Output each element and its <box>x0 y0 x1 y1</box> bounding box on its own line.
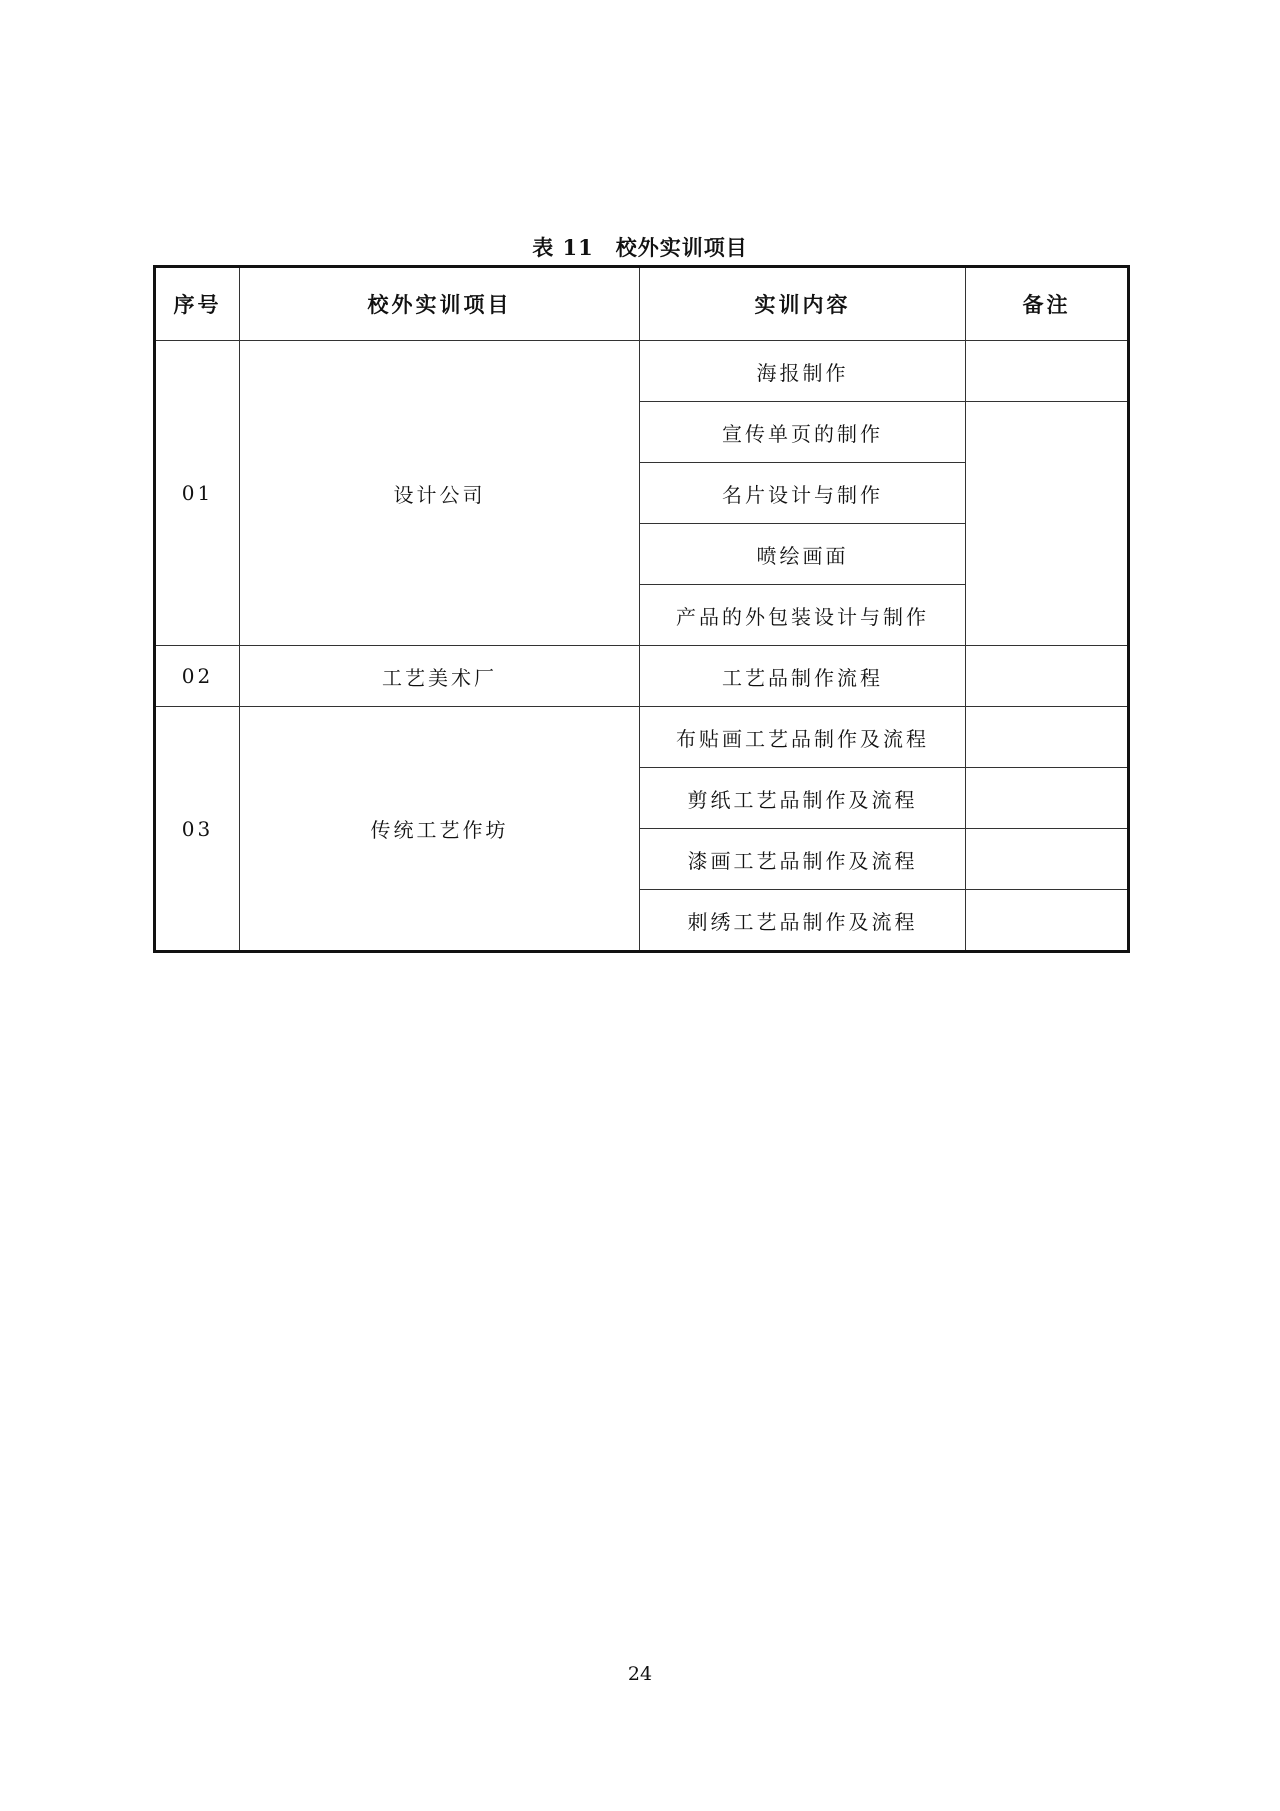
project-cell: 设计公司 <box>240 341 640 646</box>
content-cell: 工艺品制作流程 <box>640 646 966 707</box>
table-caption <box>0 232 1280 262</box>
note-cell <box>966 829 1129 890</box>
seq-cell: 03 <box>155 707 240 952</box>
page-number: 24 <box>627 1663 653 1685</box>
project-cell: 传统工艺作坊 <box>240 707 640 952</box>
content-cell: 产品的外包装设计与制作 <box>640 585 966 646</box>
seq-cell: 02 <box>155 646 240 707</box>
content-cell: 剪纸工艺品制作及流程 <box>640 768 966 829</box>
seq-cell: 01 <box>155 341 240 646</box>
note-cell <box>966 341 1129 402</box>
project-cell: 工艺美术厂 <box>240 646 640 707</box>
table-header-row <box>155 267 1129 341</box>
table-caption-title: 校外实训项目 <box>615 235 748 260</box>
content-cell: 海报制作 <box>640 341 966 402</box>
note-cell <box>966 890 1129 952</box>
content-cell: 宣传单页的制作 <box>640 402 966 463</box>
note-cell <box>966 768 1129 829</box>
header-note: 备注 <box>966 267 1129 341</box>
header-seq: 序号 <box>155 267 240 341</box>
content-cell: 名片设计与制作 <box>640 463 966 524</box>
table-row <box>155 707 1129 768</box>
content-cell: 刺绣工艺品制作及流程 <box>640 890 966 952</box>
header-content: 实训内容 <box>640 267 966 341</box>
note-cell <box>966 646 1129 707</box>
content-cell: 布贴画工艺品制作及流程 <box>640 707 966 768</box>
table-caption-number: 表 11 <box>532 235 594 260</box>
note-cell <box>966 707 1129 768</box>
training-projects-table <box>153 265 1130 953</box>
table-row <box>155 646 1129 707</box>
header-item: 校外实训项目 <box>240 267 640 341</box>
note-cell <box>966 402 1129 646</box>
table-row <box>155 341 1129 402</box>
content-cell: 喷绘画面 <box>640 524 966 585</box>
content-cell: 漆画工艺品制作及流程 <box>640 829 966 890</box>
